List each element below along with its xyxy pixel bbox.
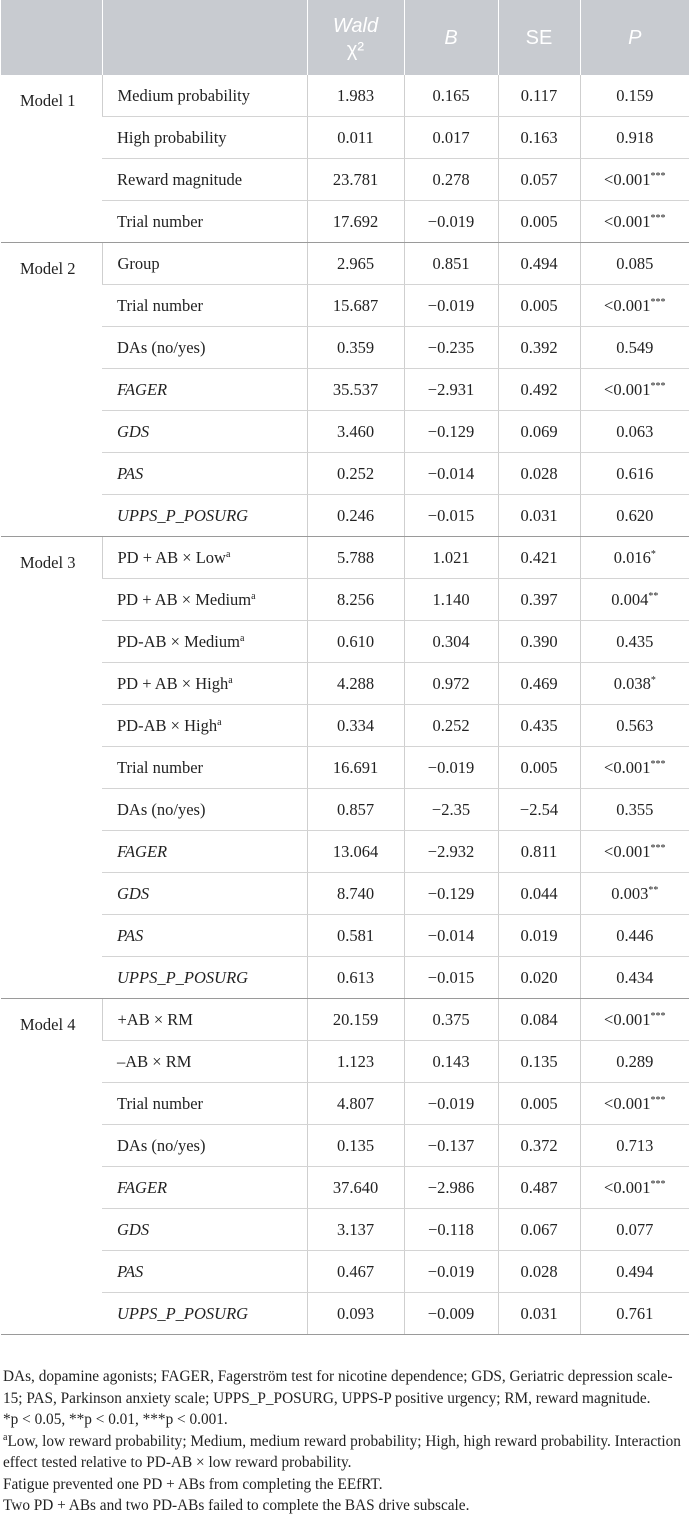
footnote-marker: a — [239, 632, 245, 644]
header-se: SE — [498, 0, 580, 75]
table-row — [1, 999, 689, 1041]
p-value-text: <0.001 — [604, 1009, 651, 1029]
variable-label: GDS — [117, 1219, 150, 1239]
p-value-text: 0.713 — [616, 1135, 654, 1155]
variable-label: GDS — [117, 883, 150, 903]
header-chi2: χ² — [346, 38, 365, 61]
b-value: −2.932 — [404, 831, 498, 873]
se-value: 0.117 — [498, 75, 580, 117]
b-value: 0.017 — [404, 117, 498, 159]
p-value — [580, 495, 689, 537]
variable-name — [102, 789, 307, 831]
variable-name — [102, 579, 307, 621]
variable-name — [102, 201, 307, 243]
p-value — [580, 957, 689, 999]
p-value — [580, 705, 689, 747]
se-value: 0.005 — [498, 201, 580, 243]
significance-stars: ** — [648, 884, 659, 896]
table-row — [1, 663, 689, 705]
note-bas: Two PD + ABs and two PD-ABs failed to complete the BAS drive subscale. — [3, 1497, 470, 1514]
note-fatigue: Fatigue prevented one PD + ABs from completing the EEfRT. — [3, 1475, 383, 1493]
se-value: 0.031 — [498, 1293, 580, 1335]
table-row — [1, 1041, 689, 1083]
b-value: −0.014 — [404, 915, 498, 957]
wald-value: 0.610 — [307, 621, 404, 663]
b-value: −0.019 — [404, 1251, 498, 1293]
p-value — [580, 663, 689, 705]
variable-name — [102, 915, 307, 957]
b-value: −0.019 — [404, 747, 498, 789]
se-value: 0.494 — [498, 243, 580, 285]
wald-value: 4.807 — [307, 1083, 404, 1125]
variable-name — [102, 1209, 307, 1251]
p-value-text: 0.063 — [616, 421, 654, 441]
p-value-text: 0.549 — [616, 337, 654, 357]
se-value: 0.005 — [498, 285, 580, 327]
model-label: Model 4 — [1, 999, 102, 1335]
header-model — [1, 0, 102, 75]
significance-stars: *** — [650, 842, 666, 854]
significance-stars: * — [650, 674, 656, 686]
se-value: 0.390 — [498, 621, 580, 663]
wald-value: 16.691 — [307, 747, 404, 789]
p-value — [580, 285, 689, 327]
p-value-text: 0.355 — [616, 799, 654, 819]
variable-name — [102, 621, 307, 663]
wald-value: 0.581 — [307, 915, 404, 957]
wald-value: 37.640 — [307, 1167, 404, 1209]
p-value-text: 0.289 — [616, 1051, 654, 1071]
b-value: −0.015 — [404, 495, 498, 537]
variable-name — [102, 411, 307, 453]
p-value-text: <0.001 — [604, 169, 651, 189]
wald-value: 23.781 — [307, 159, 404, 201]
variable-label: Trial number — [117, 757, 204, 777]
wald-value: 3.460 — [307, 411, 404, 453]
table-row — [1, 957, 689, 999]
p-value — [580, 747, 689, 789]
p-value — [580, 243, 689, 285]
b-value: −2.931 — [404, 369, 498, 411]
variable-name — [102, 873, 307, 915]
note-footnote-a — [3, 1431, 687, 1474]
se-value: 0.392 — [498, 327, 580, 369]
p-value — [580, 159, 689, 201]
se-value: −2.54 — [498, 789, 580, 831]
p-value — [580, 369, 689, 411]
table-row — [1, 1293, 689, 1335]
variable-label: Trial number — [117, 211, 204, 231]
b-value: 0.972 — [404, 663, 498, 705]
note-abbreviations: DAs, dopamine agonists; FAGER, Fagerström test for nicotine dependence; GDS, Geriatric depression scale-15; PAS, Parkinson anxiety scale; UPPS_P_POSURG, UPPS-P positive urgency; RM, reward magnitude. — [3, 1368, 673, 1407]
p-value-text: 0.077 — [616, 1219, 654, 1239]
p-value — [580, 831, 689, 873]
wald-value: 0.857 — [307, 789, 404, 831]
table-row — [1, 915, 689, 957]
wald-value: 0.011 — [307, 117, 404, 159]
variable-name — [102, 1083, 307, 1125]
p-value — [580, 117, 689, 159]
variable-label: UPPS_P_POSURG — [117, 967, 249, 987]
variable-name — [102, 75, 307, 117]
se-value: 0.044 — [498, 873, 580, 915]
header-b: B — [404, 0, 498, 75]
table-row — [1, 579, 689, 621]
variable-name — [102, 705, 307, 747]
p-value-text: 0.616 — [616, 463, 654, 483]
p-value — [580, 75, 689, 117]
variable-name — [102, 327, 307, 369]
variable-label: PD + AB × High — [117, 673, 229, 693]
wald-value: 0.334 — [307, 705, 404, 747]
variable-name — [102, 1041, 307, 1083]
variable-label: PD-AB × High — [117, 715, 218, 735]
b-value: −0.137 — [404, 1125, 498, 1167]
variable-label: Group — [117, 253, 160, 273]
model-label: Model 3 — [1, 537, 102, 999]
footnote-marker: a — [251, 590, 256, 602]
significance-stars: * — [650, 548, 656, 560]
table-row — [1, 1083, 689, 1125]
wald-value: 3.137 — [307, 1209, 404, 1251]
header-p: P — [580, 0, 689, 75]
se-value: 0.135 — [498, 1041, 580, 1083]
p-value-text: <0.001 — [604, 295, 651, 315]
wald-value: 0.093 — [307, 1293, 404, 1335]
significance-stars: *** — [650, 212, 666, 224]
variable-label: FAGER — [117, 379, 168, 399]
table-row — [1, 243, 689, 285]
p-value — [580, 327, 689, 369]
p-value — [580, 1293, 689, 1335]
b-value: −0.009 — [404, 1293, 498, 1335]
p-value-text: <0.001 — [604, 379, 651, 399]
table-row — [1, 411, 689, 453]
p-value-text: 0.494 — [616, 1261, 654, 1281]
b-value: −0.019 — [404, 201, 498, 243]
se-value: 0.019 — [498, 915, 580, 957]
table-row — [1, 1167, 689, 1209]
se-value: 0.028 — [498, 453, 580, 495]
variable-label: DAs (no/yes) — [117, 1135, 206, 1155]
variable-name — [102, 1167, 307, 1209]
significance-stars: *** — [650, 170, 666, 182]
wald-value: 5.788 — [307, 537, 404, 579]
p-value — [580, 1251, 689, 1293]
b-value: 0.851 — [404, 243, 498, 285]
p-value-text: 0.003 — [611, 883, 649, 903]
p-value — [580, 1125, 689, 1167]
variable-label: FAGER — [117, 1177, 168, 1197]
variable-label: PAS — [117, 925, 144, 945]
se-value: 0.005 — [498, 1083, 580, 1125]
se-value: 0.069 — [498, 411, 580, 453]
wald-value: 1.123 — [307, 1041, 404, 1083]
se-value: 0.811 — [498, 831, 580, 873]
variable-name — [102, 159, 307, 201]
p-value-text: <0.001 — [604, 1093, 651, 1113]
b-value: −0.129 — [404, 411, 498, 453]
table-row — [1, 1125, 689, 1167]
se-value: 0.372 — [498, 1125, 580, 1167]
note-significance: *p < 0.05, **p < 0.01, ***p < 0.001. — [3, 1411, 228, 1428]
table-row — [1, 117, 689, 159]
wald-value: 0.252 — [307, 453, 404, 495]
header-variable — [102, 0, 307, 75]
table-row — [1, 873, 689, 915]
variable-label: Medium probability — [117, 85, 250, 105]
significance-stars: *** — [650, 1178, 666, 1190]
footnote-marker: a — [228, 674, 233, 686]
se-value: 0.492 — [498, 369, 580, 411]
significance-stars: *** — [650, 380, 666, 392]
se-value: 0.005 — [498, 747, 580, 789]
variable-name — [102, 243, 307, 285]
wald-value: 0.613 — [307, 957, 404, 999]
significance-stars: *** — [650, 758, 666, 770]
se-value: 0.487 — [498, 1167, 580, 1209]
wald-value: 17.692 — [307, 201, 404, 243]
variable-label: UPPS_P_POSURG — [117, 1303, 249, 1323]
table-row — [1, 831, 689, 873]
table-row — [1, 285, 689, 327]
regression-table — [1, 0, 689, 1335]
table-row — [1, 369, 689, 411]
table-row — [1, 537, 689, 579]
table-row — [1, 1251, 689, 1293]
variable-name — [102, 117, 307, 159]
b-value: −0.118 — [404, 1209, 498, 1251]
variable-label: –AB × RM — [117, 1051, 192, 1071]
se-value: 0.084 — [498, 999, 580, 1041]
se-value: 0.020 — [498, 957, 580, 999]
p-value-text: <0.001 — [604, 757, 651, 777]
table-row — [1, 789, 689, 831]
variable-name — [102, 453, 307, 495]
b-value: 0.143 — [404, 1041, 498, 1083]
table-header-row — [1, 0, 689, 75]
wald-value: 8.740 — [307, 873, 404, 915]
p-value — [580, 579, 689, 621]
table-row — [1, 621, 689, 663]
model-label: Model 1 — [1, 75, 102, 243]
variable-label: +AB × RM — [117, 1009, 193, 1029]
variable-label: PD + AB × Low — [117, 547, 226, 567]
variable-label: Trial number — [117, 295, 204, 315]
p-value-text: <0.001 — [604, 841, 651, 861]
variable-label: DAs (no/yes) — [117, 337, 206, 357]
variable-name — [102, 285, 307, 327]
p-value-text: 0.761 — [616, 1303, 654, 1323]
table-row — [1, 705, 689, 747]
b-value: 0.304 — [404, 621, 498, 663]
se-value: 0.435 — [498, 705, 580, 747]
wald-value: 2.965 — [307, 243, 404, 285]
b-value: −0.015 — [404, 957, 498, 999]
p-value — [580, 999, 689, 1041]
variable-label: PD-AB × Medium — [117, 631, 240, 651]
header-wald — [307, 0, 404, 75]
table-body — [1, 75, 689, 1335]
p-value — [580, 537, 689, 579]
b-value: −0.019 — [404, 285, 498, 327]
p-value-text: 0.435 — [616, 631, 654, 651]
se-value: 0.031 — [498, 495, 580, 537]
se-value: 0.057 — [498, 159, 580, 201]
variable-name — [102, 1251, 307, 1293]
p-value — [580, 873, 689, 915]
variable-name — [102, 999, 307, 1041]
table-row — [1, 75, 689, 117]
p-value-text: <0.001 — [604, 1177, 651, 1197]
variable-label: Trial number — [117, 1093, 204, 1113]
b-value: 0.375 — [404, 999, 498, 1041]
variable-name — [102, 495, 307, 537]
b-value: 0.252 — [404, 705, 498, 747]
footnote-a-marker: a — [3, 1431, 8, 1443]
wald-value: 1.983 — [307, 75, 404, 117]
p-value-text: 0.004 — [611, 589, 649, 609]
variable-label: UPPS_P_POSURG — [117, 505, 249, 525]
wald-value: 0.135 — [307, 1125, 404, 1167]
variable-name — [102, 537, 307, 579]
footnote-a-text: Low, low reward probability; Medium, medium reward probability; High, high reward probability. Interaction effect tested relative to PD-AB × low reward probability. — [3, 1432, 681, 1471]
table-row — [1, 453, 689, 495]
variable-label: High probability — [117, 127, 227, 147]
p-value-text: 0.085 — [616, 253, 654, 273]
wald-value: 15.687 — [307, 285, 404, 327]
variable-name — [102, 1293, 307, 1335]
p-value — [580, 201, 689, 243]
p-value-text: <0.001 — [604, 211, 651, 231]
variable-label: GDS — [117, 421, 150, 441]
footnote-marker: a — [225, 548, 231, 560]
p-value — [580, 1083, 689, 1125]
p-value-text: 0.918 — [616, 127, 654, 147]
p-value-text: 0.016 — [613, 547, 651, 567]
b-value: 0.165 — [404, 75, 498, 117]
b-value: 1.140 — [404, 579, 498, 621]
p-value-text: 0.446 — [616, 925, 654, 945]
variable-name — [102, 957, 307, 999]
se-value: 0.421 — [498, 537, 580, 579]
se-value: 0.469 — [498, 663, 580, 705]
significance-stars: *** — [650, 296, 666, 308]
wald-value: 13.064 — [307, 831, 404, 873]
b-value: −0.235 — [404, 327, 498, 369]
variable-name — [102, 1125, 307, 1167]
se-value: 0.067 — [498, 1209, 580, 1251]
p-value — [580, 915, 689, 957]
variable-label: PAS — [117, 1261, 144, 1281]
table-row — [1, 201, 689, 243]
table-row — [1, 1209, 689, 1251]
b-value: −0.019 — [404, 1083, 498, 1125]
p-value — [580, 789, 689, 831]
wald-value: 4.288 — [307, 663, 404, 705]
significance-stars: *** — [650, 1010, 666, 1022]
b-value: −0.129 — [404, 873, 498, 915]
p-value — [580, 621, 689, 663]
model-label: Model 2 — [1, 243, 102, 537]
variable-name — [102, 369, 307, 411]
se-value: 0.397 — [498, 579, 580, 621]
variable-label: DAs (no/yes) — [117, 799, 206, 819]
b-value: −2.986 — [404, 1167, 498, 1209]
p-value — [580, 1041, 689, 1083]
b-value: 1.021 — [404, 537, 498, 579]
variable-label: FAGER — [117, 841, 168, 861]
se-value: 0.028 — [498, 1251, 580, 1293]
b-value: 0.278 — [404, 159, 498, 201]
variable-name — [102, 831, 307, 873]
p-value — [580, 411, 689, 453]
table-row — [1, 495, 689, 537]
p-value-text: 0.038 — [613, 673, 651, 693]
header-wald-label: Wald — [332, 14, 379, 37]
p-value — [580, 1167, 689, 1209]
p-value — [580, 1209, 689, 1251]
p-value-text: 0.620 — [616, 505, 654, 525]
wald-value: 35.537 — [307, 369, 404, 411]
table-row — [1, 747, 689, 789]
variable-label: PAS — [117, 463, 144, 483]
footnote-marker: a — [217, 716, 222, 728]
b-value: −0.014 — [404, 453, 498, 495]
variable-name — [102, 663, 307, 705]
variable-label: Reward magnitude — [117, 169, 243, 189]
se-value: 0.163 — [498, 117, 580, 159]
wald-value: 20.159 — [307, 999, 404, 1041]
p-value-text: 0.434 — [616, 967, 654, 987]
table-row — [1, 159, 689, 201]
p-value-text: 0.563 — [616, 715, 654, 735]
wald-value: 0.359 — [307, 327, 404, 369]
wald-value: 0.467 — [307, 1251, 404, 1293]
p-value-text: 0.159 — [616, 85, 654, 105]
wald-value: 8.256 — [307, 579, 404, 621]
p-value — [580, 453, 689, 495]
table-notes — [3, 1366, 687, 1517]
significance-stars: *** — [650, 1094, 666, 1106]
table-row — [1, 327, 689, 369]
variable-label: PD + AB × Medium — [117, 589, 252, 609]
significance-stars: ** — [648, 590, 659, 602]
wald-value: 0.246 — [307, 495, 404, 537]
b-value: −2.35 — [404, 789, 498, 831]
variable-name — [102, 747, 307, 789]
